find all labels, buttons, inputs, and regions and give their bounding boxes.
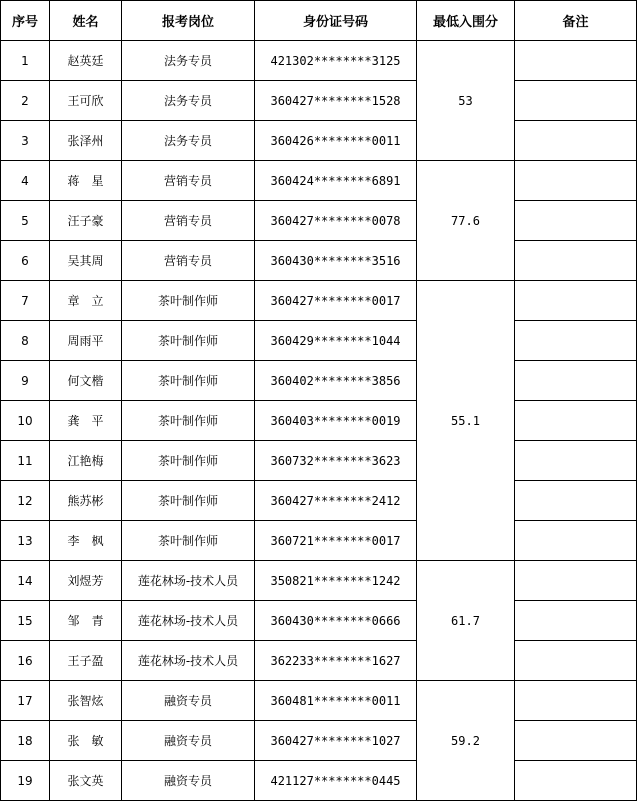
table-row	[1, 241, 637, 281]
table-row	[1, 361, 637, 401]
cell-remarks	[515, 641, 637, 681]
cell-serial-number: 13	[1, 521, 50, 561]
cell-id-number: 360424********6891	[255, 161, 417, 201]
table-body	[1, 41, 637, 801]
header-min-score: 最低入围分	[417, 1, 515, 41]
table-row	[1, 121, 637, 161]
table-row	[1, 561, 637, 601]
cell-remarks	[515, 561, 637, 601]
table-row	[1, 161, 637, 201]
cell-serial-number: 1	[1, 41, 50, 81]
cell-serial-number: 11	[1, 441, 50, 481]
table-row	[1, 441, 637, 481]
cell-id-number: 360402********3856	[255, 361, 417, 401]
cell-remarks	[515, 441, 637, 481]
table-row	[1, 721, 637, 761]
cell-id-number: 360427********0017	[255, 281, 417, 321]
cell-position: 茶叶制作师	[122, 401, 255, 441]
cell-position: 莲花林场-技术人员	[122, 561, 255, 601]
cell-serial-number: 5	[1, 201, 50, 241]
cell-serial-number: 6	[1, 241, 50, 281]
cell-id-number: 421127********0445	[255, 761, 417, 801]
cell-position: 法务专员	[122, 121, 255, 161]
table-row	[1, 761, 637, 801]
cell-name: 张泽州	[50, 121, 122, 161]
table-row	[1, 281, 637, 321]
cell-position: 莲花林场-技术人员	[122, 641, 255, 681]
cell-remarks	[515, 321, 637, 361]
cell-serial-number: 14	[1, 561, 50, 601]
table-row	[1, 41, 637, 81]
cell-name: 吴其周	[50, 241, 122, 281]
header-id-number: 身份证号码	[255, 1, 417, 41]
cell-remarks	[515, 81, 637, 121]
cell-position: 茶叶制作师	[122, 281, 255, 321]
cell-position: 茶叶制作师	[122, 441, 255, 481]
cell-serial-number: 3	[1, 121, 50, 161]
header-name: 姓名	[50, 1, 122, 41]
cell-serial-number: 15	[1, 601, 50, 641]
cell-serial-number: 4	[1, 161, 50, 201]
cell-name: 李 枫	[50, 521, 122, 561]
cell-remarks	[515, 721, 637, 761]
cell-remarks	[515, 761, 637, 801]
cell-min-score: 59.2	[417, 681, 515, 801]
cell-position: 莲花林场-技术人员	[122, 601, 255, 641]
cell-id-number: 360430********0666	[255, 601, 417, 641]
cell-name: 张 敏	[50, 721, 122, 761]
table-row	[1, 201, 637, 241]
cell-id-number: 360429********1044	[255, 321, 417, 361]
cell-serial-number: 17	[1, 681, 50, 721]
cell-remarks	[515, 121, 637, 161]
cell-position: 融资专员	[122, 721, 255, 761]
cell-name: 江艳梅	[50, 441, 122, 481]
cell-position: 营销专员	[122, 201, 255, 241]
cell-id-number: 360427********1528	[255, 81, 417, 121]
cell-remarks	[515, 681, 637, 721]
cell-remarks	[515, 601, 637, 641]
cell-serial-number: 7	[1, 281, 50, 321]
cell-id-number: 360403********0019	[255, 401, 417, 441]
cell-serial-number: 2	[1, 81, 50, 121]
cell-min-score: 53	[417, 41, 515, 161]
table-row	[1, 601, 637, 641]
cell-name: 熊苏彬	[50, 481, 122, 521]
cell-position: 茶叶制作师	[122, 521, 255, 561]
cell-remarks	[515, 241, 637, 281]
cell-serial-number: 18	[1, 721, 50, 761]
cell-min-score: 55.1	[417, 281, 515, 561]
cell-id-number: 360427********2412	[255, 481, 417, 521]
cell-position: 法务专员	[122, 81, 255, 121]
table-row	[1, 481, 637, 521]
cell-position: 融资专员	[122, 761, 255, 801]
cell-serial-number: 8	[1, 321, 50, 361]
cell-serial-number: 9	[1, 361, 50, 401]
cell-id-number: 360481********0011	[255, 681, 417, 721]
cell-position: 营销专员	[122, 161, 255, 201]
cell-serial-number: 19	[1, 761, 50, 801]
cell-name: 蒋 星	[50, 161, 122, 201]
table-row	[1, 641, 637, 681]
cell-name: 周雨平	[50, 321, 122, 361]
cell-name: 王可欣	[50, 81, 122, 121]
cell-remarks	[515, 161, 637, 201]
table-row	[1, 401, 637, 441]
cell-position: 茶叶制作师	[122, 321, 255, 361]
cell-remarks	[515, 41, 637, 81]
table-row	[1, 321, 637, 361]
cell-serial-number: 10	[1, 401, 50, 441]
cell-serial-number: 16	[1, 641, 50, 681]
cell-id-number: 421302********3125	[255, 41, 417, 81]
cell-serial-number: 12	[1, 481, 50, 521]
cell-remarks	[515, 281, 637, 321]
cell-position: 法务专员	[122, 41, 255, 81]
cell-name: 王子盈	[50, 641, 122, 681]
cell-remarks	[515, 401, 637, 441]
cell-position: 茶叶制作师	[122, 481, 255, 521]
cell-id-number: 360427********1027	[255, 721, 417, 761]
cell-name: 赵英廷	[50, 41, 122, 81]
cell-id-number: 360721********0017	[255, 521, 417, 561]
cell-id-number: 360732********3623	[255, 441, 417, 481]
cell-remarks	[515, 481, 637, 521]
cell-name: 张文英	[50, 761, 122, 801]
table-row	[1, 521, 637, 561]
header-serial-number: 序号	[1, 1, 50, 41]
cell-min-score: 77.6	[417, 161, 515, 281]
cell-remarks	[515, 201, 637, 241]
cell-id-number: 350821********1242	[255, 561, 417, 601]
cell-remarks	[515, 361, 637, 401]
cell-name: 汪子豪	[50, 201, 122, 241]
cell-remarks	[515, 521, 637, 561]
cell-min-score: 61.7	[417, 561, 515, 681]
cell-id-number: 360430********3516	[255, 241, 417, 281]
cell-name: 刘煜芳	[50, 561, 122, 601]
cell-id-number: 360426********0011	[255, 121, 417, 161]
cell-name: 章 立	[50, 281, 122, 321]
cell-name: 龚 平	[50, 401, 122, 441]
cell-position: 营销专员	[122, 241, 255, 281]
cell-id-number: 360427********0078	[255, 201, 417, 241]
cell-name: 何文楷	[50, 361, 122, 401]
cell-name: 邹 青	[50, 601, 122, 641]
header-position: 报考岗位	[122, 1, 255, 41]
table-header-row	[1, 1, 637, 41]
table-row	[1, 681, 637, 721]
cell-id-number: 362233********1627	[255, 641, 417, 681]
cell-name: 张智炫	[50, 681, 122, 721]
cell-position: 融资专员	[122, 681, 255, 721]
table-row	[1, 81, 637, 121]
cell-position: 茶叶制作师	[122, 361, 255, 401]
header-remarks: 备注	[515, 1, 637, 41]
